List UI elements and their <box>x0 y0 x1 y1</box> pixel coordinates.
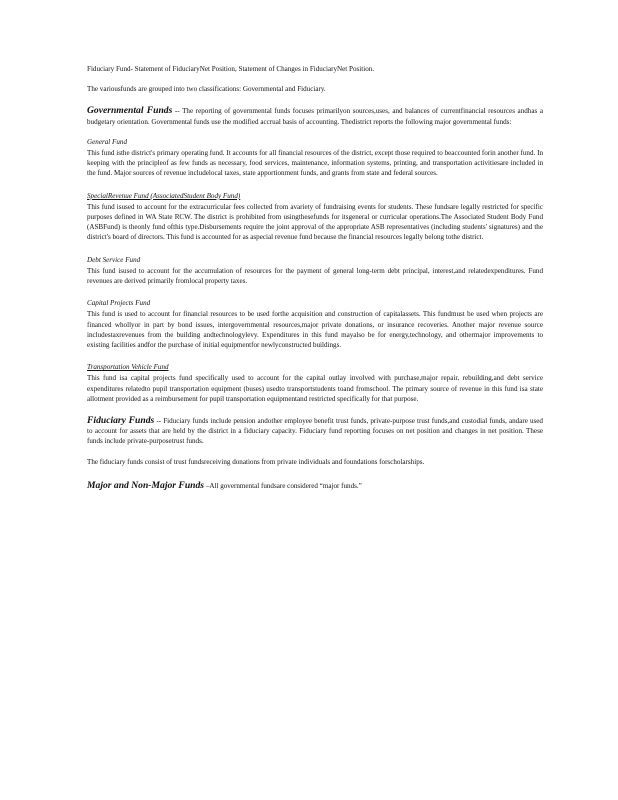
fiduciary-paragraph <box>87 416 543 447</box>
fiduciary-heading: Fiduciary Funds <box>87 415 155 427</box>
special-revenue-body: This fund isused to account for the extracurricular fees collected from avariety of fundraising events for students. These fundsare legally restricted for specific purposes defined in WA State RCW. The district is prohibited from usingthesefunds for itsgeneral or curricular operations.The Associated Student Body Fund (ASBFund) is theonly fund ofthis type.Disbursements require the joint approval of the appropriate ASB representatives (including students' signatures) and the district's board of directors. This fund is accounted for as aspecial revenue fund because the financial resources legally belong tothe district. <box>87 202 543 242</box>
governmental-body: -- The reporting of governmental funds focuses primarilyon sources,uses, and balances of currentfinancial resources andhas a budgetary orientation. Governmental funds use the modified accrual basis of accounting. Thedistrict reports the following major governmental funds: <box>87 107 543 126</box>
special-revenue-section <box>87 191 543 243</box>
general-fund-title: General Fund <box>87 137 127 146</box>
major-body: –All governmental fundsare considered “major funds.” <box>205 481 362 490</box>
major-section <box>87 481 543 491</box>
transportation-title-text: Transportation Vehicle Fund <box>87 363 169 372</box>
transportation-title <box>87 362 543 372</box>
transportation-body: This fund isa capital projects fund specifically used to account for the capital outlay involved with purchase,major repair, rebuilding,and debt service expenditures relatedto pupil transportation equipment (buses) usedto transportstudents toand fromschool. The primary source of revenue in this fund isa state allotment provided as a reimbursement for pupil transportation equipmentand restricted specifically for that purpose. <box>87 374 543 403</box>
document-page <box>87 64 543 503</box>
special-revenue-title-text: SpecialRevenue Fund (AssociatedStudent Body Fund) <box>87 191 241 200</box>
fiduciary-extra: The fiduciary funds consist of trust fundsreceiving donations from private individuals and foundations forscholarships. <box>87 457 425 466</box>
governmental-section <box>87 106 543 126</box>
transportation-section <box>87 362 543 404</box>
debt-service-body: This fund isused to account for the accumulation of resources for the payment of general long-term debt principal, interest,and relatedexpenditures. Fund revenues are derived primarily fromlocal property taxes. <box>87 266 543 286</box>
capital-projects-body: This fund is used to account for financial resources to be used forthe acquisition and construction of capitalassets. This fundmust be used when projects are financed whollyor in part by bond issues, intergovernmental resources,major private donations, or insurance recoveries. Another major revenue source includestaxrevenues from the building andtechnologylevy. Expenditures in this fund mayalso be for energy,technology, and othermajor improvements to existing facilities andfor the purchase of initial equipmentfor newlyconstructed buildings. <box>87 310 543 350</box>
major-paragraph <box>87 481 543 491</box>
debt-service-section <box>87 255 543 287</box>
fiduciary-body: -- Fiduciary funds include pension andother employee benefit trust funds, private-purpose trust funds,and custodial funds, andare used to account for assets that are held by the district in a fiduciary capacity. Fiduciary fund reporting focuses on net position and changes in net position. These funds include private-purposetrust funds. <box>87 417 543 446</box>
intro-title-line: Fiduciary Fund- Statement of FiduciaryNet Position, Statement of Changes in FiduciaryNet Position. <box>87 65 375 73</box>
fiduciary-extra-section <box>87 457 543 467</box>
intro-grouped: The variousfunds are grouped into two classifications: Governmental and Fiduciary. <box>87 85 326 94</box>
governmental-paragraph <box>87 106 543 126</box>
major-heading: Major and Non-Major Funds <box>87 479 205 491</box>
capital-projects-title: Capital Projects Fund <box>87 299 151 308</box>
special-revenue-title <box>87 191 543 201</box>
general-fund-body: This fund isthe district's primary operating fund. It accounts for all financial resources of the district, except those required to beaccounted forin another fund. In keeping with the principleof as few funds as necessary, food services, maintenance, information systems, printing, and transportation activitiesare included in the fund. Major sources of revenue includelocal taxes, state apportionment funds, and grants from state and federal sources. <box>87 149 543 178</box>
general-fund-section <box>87 137 543 179</box>
capital-projects-section <box>87 298 543 350</box>
intro-section <box>87 64 543 94</box>
governmental-heading: Governmental Funds <box>87 105 173 117</box>
fiduciary-section <box>87 416 543 447</box>
debt-service-title: Debt Service Fund <box>87 255 141 264</box>
